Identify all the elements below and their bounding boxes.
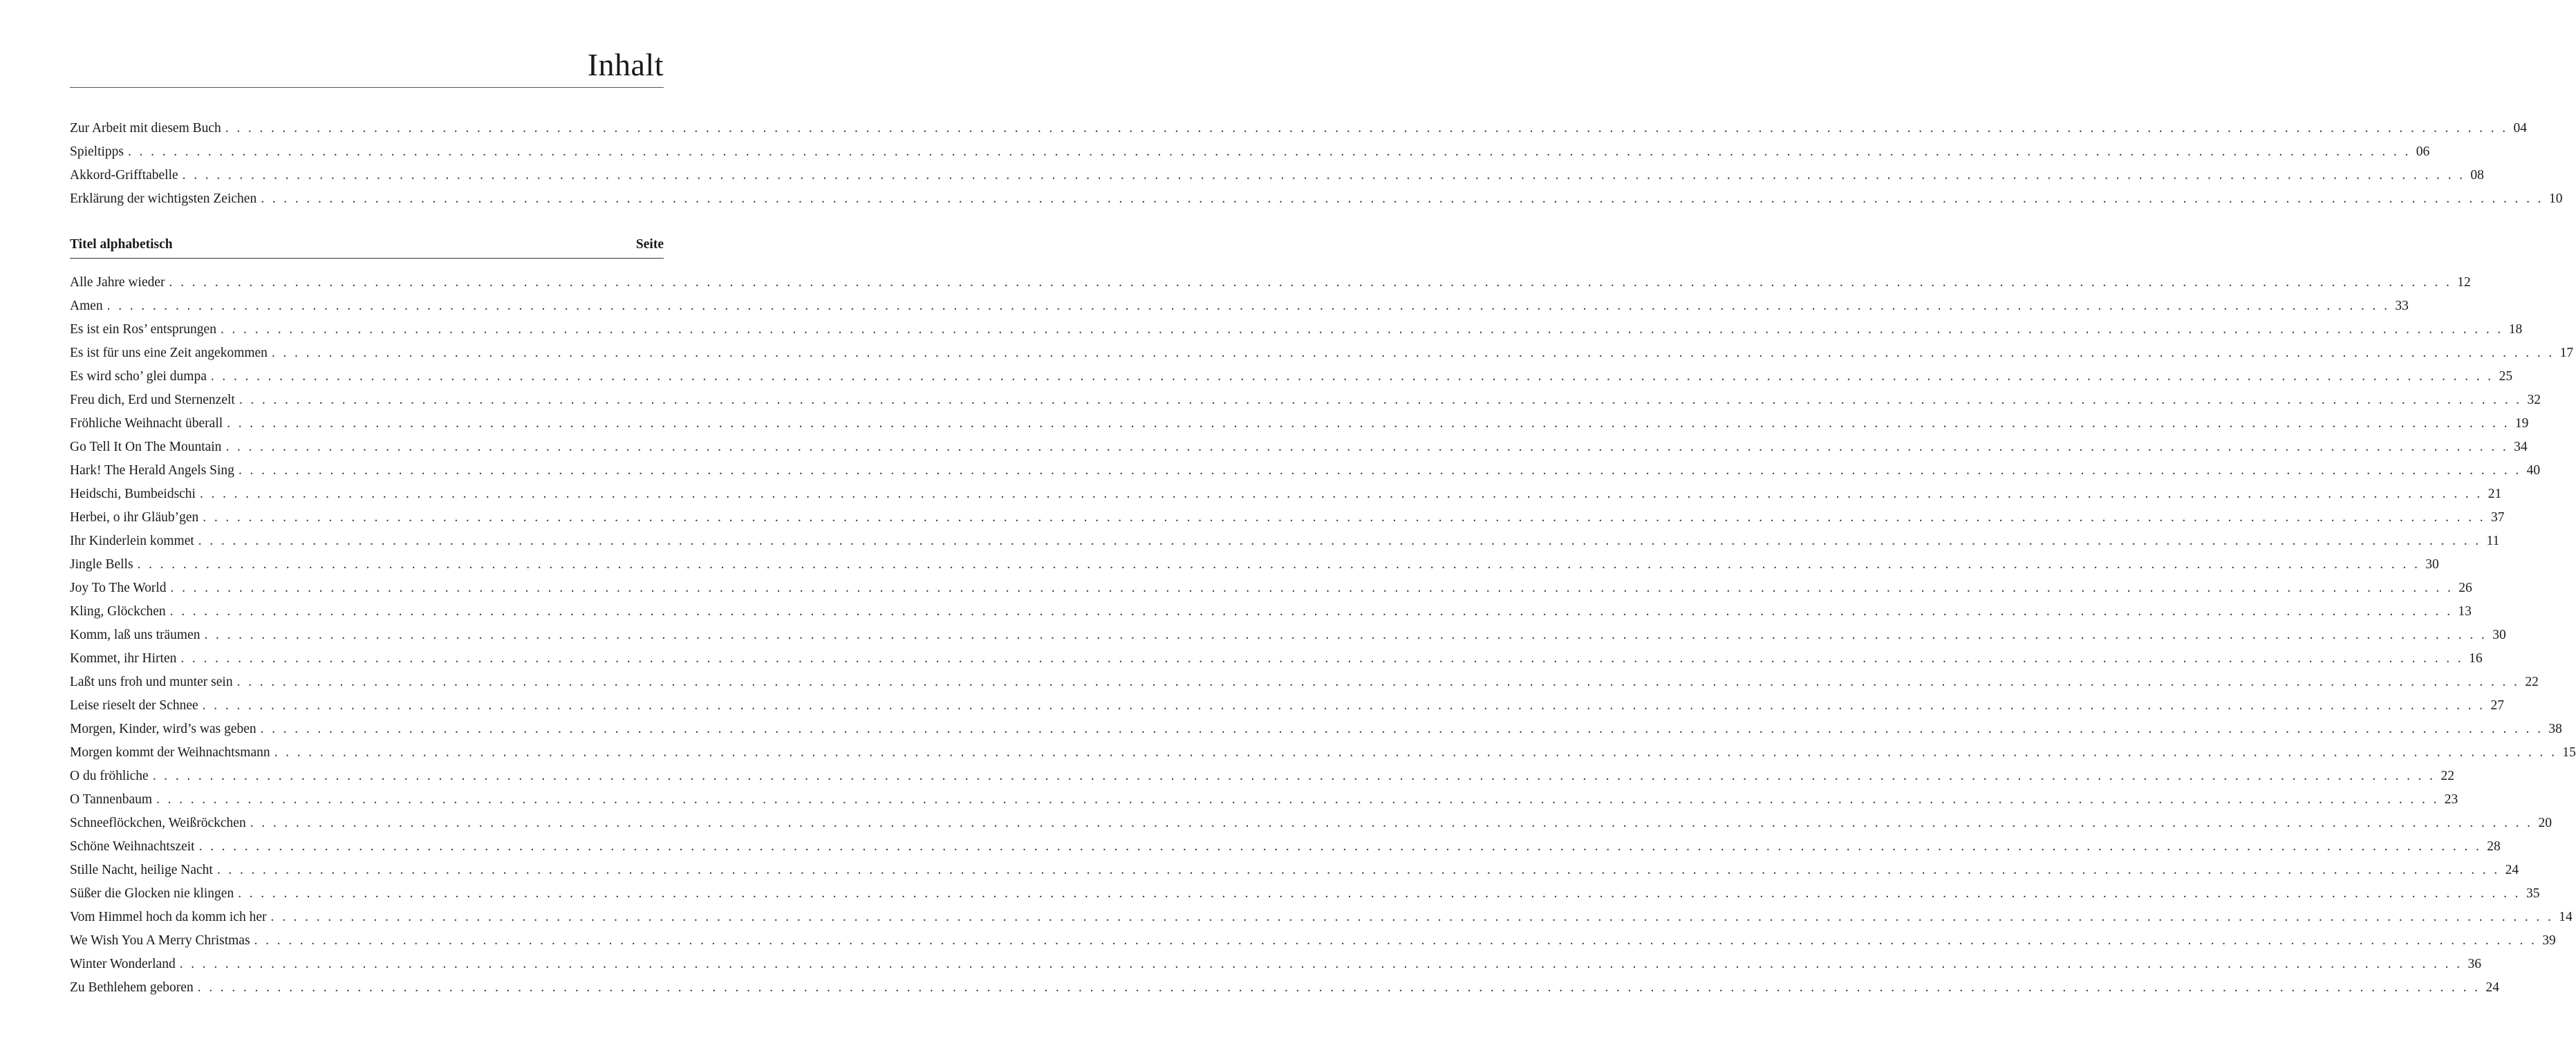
entry-title: Morgen kommt der Weihnachtsmann (70, 745, 270, 760)
dot-leader: . . . . . . . . . . . . . . . . . . . . . . . . . . . . . . . . . . . . . . . . . . . . . . . . . . . . . . . . . . . . . . . . . . . . . . . . . . . . . . . . . . . . . . . . . . . . . . . . . . . . . . . . . . . . . . . . . . . . . . . . . . . . . . . . . . . . . . . . . . . . . . . . . . . . . . . . . . . . . . . . . . . . . . . . . . . . . . . . . . . . . . . . . . . . . . . . . . . . . . . . (106, 299, 2390, 313)
song-entry-row[interactable] (70, 436, 2528, 459)
dot-leader: . . . . . . . . . . . . . . . . . . . . . . . . . . . . . . . . . . . . . . . . . . . . . . . . . . . . . . . . . . . . . . . . . . . . . . . . . . . . . . . . . . . . . . . . . . . . . . . . . . . . . . . . . . . . . . . . . . . . . . . . . . . . . . . . . . . . . . . . . . . . . . . . . . . . . . . . . . . . . . . . . . . . . . . . . . . . . . . . . . . . . . . . . . . . . . . . . . . . . . . . (198, 534, 2481, 548)
entry-title: Kling, Glöckchen (70, 604, 166, 619)
intro-entries-list (70, 117, 2563, 211)
dot-leader: . . . . . . . . . . . . . . . . . . . . . . . . . . . . . . . . . . . . . . . . . . . . . . . . . . . . . . . . . . . . . . . . . . . . . . . . . . . . . . . . . . . . . . . . . . . . . . . . . . . . . . . . . . . . . . . . . . . . . . . . . . . . . . . . . . . . . . . . . . . . . . . . . . . . . . . . . . . . . . . . . . . . . . . . . . . . . . . . . . . . . . . . . . . . . . . . . . . . . . . . (271, 346, 2555, 360)
dot-leader: . . . . . . . . . . . . . . . . . . . . . . . . . . . . . . . . . . . . . . . . . . . . . . . . . . . . . . . . . . . . . . . . . . . . . . . . . . . . . . . . . . . . . . . . . . . . . . . . . . . . . . . . . . . . . . . . . . . . . . . . . . . . . . . . . . . . . . . . . . . . . . . . . . . . . . . . . . . . . . . . . . . . . . . . . . . . . . . . . . . . . . . . . . . . . . . . . . . . . . . . (238, 463, 2521, 478)
page-column-heading: Seite (635, 237, 664, 252)
entry-title: Hark! The Herald Angels Sing (70, 463, 234, 478)
entry-page-number: 26 (2458, 581, 2472, 595)
dot-leader: . . . . . . . . . . . . . . . . . . . . . . . . . . . . . . . . . . . . . . . . . . . . . . . . . . . . . . . . . . . . . . . . . . . . . . . . . . . . . . . . . . . . . . . . . . . . . . . . . . . . . . . . . . . . . . . . . . . . . . . . . . . . . . . . . . . . . . . . . . . . . . . . . . . . . . . . . . . . . . . . . . . . . . . . . . . . . . . . . . . . . . . . . . . . . . . . . . . . . . . . (152, 769, 2436, 783)
entry-title: Herbei, o ihr Gläub’gen (70, 510, 199, 525)
song-entry-row[interactable] (70, 671, 2539, 694)
songs-list (70, 271, 2576, 1000)
dot-leader: . . . . . . . . . . . . . . . . . . . . . . . . . . . . . . . . . . . . . . . . . . . . . . . . . . . . . . . . . . . . . . . . . . . . . . . . . . . . . . . . . . . . . . . . . . . . . . . . . . . . . . . . . . . . . . . . . . . . . . . . . . . . . . . . . . . . . . . . . . . . . . . . . . . . . . . . . . . . . . . . . . . . . . . . . . . . . . . . . . . . . . . . . . . . . . . . . . . . . . . . (180, 651, 2464, 666)
entry-page-number: 21 (2488, 487, 2502, 501)
song-entry-row[interactable] (70, 624, 2506, 647)
entry-page-number: 16 (2469, 651, 2483, 666)
entry-page-number: 14 (2559, 910, 2573, 924)
entry-title: Heidschi, Bumbeidschi (70, 487, 196, 501)
song-entry-row[interactable] (70, 976, 2499, 1000)
dot-leader: . . . . . . . . . . . . . . . . . . . . . . . . . . . . . . . . . . . . . . . . . . . . . . . . . . . . . . . . . . . . . . . . . . . . . . . . . . . . . . . . . . . . . . . . . . . . . . . . . . . . . . . . . . . . . . . . . . . . . . . . . . . . . . . . . . . . . . . . . . . . . . . . . . . . . . . . . . . . . . . . . . . . . . . . . . . . . . . . . . . . . . . . . . . . . . . . . . . . . . . . (210, 369, 2494, 384)
dot-leader: . . . . . . . . . . . . . . . . . . . . . . . . . . . . . . . . . . . . . . . . . . . . . . . . . . . . . . . . . . . . . . . . . . . . . . . . . . . . . . . . . . . . . . . . . . . . . . . . . . . . . . . . . . . . . . . . . . . . . . . . . . . . . . . . . . . . . . . . . . . . . . . . . . . . . . . . . . . . . . . . . . . . . . . . . . . . . . . . . . . . . . . . . . . . . . . . . . . . . . . . (170, 581, 2454, 595)
dot-leader: . . . . . . . . . . . . . . . . . . . . . . . . . . . . . . . . . . . . . . . . . . . . . . . . . . . . . . . . . . . . . . . . . . . . . . . . . . . . . . . . . . . . . . . . . . . . . . . . . . . . . . . . . . . . . . . . . . . . . . . . . . . . . . . . . . . . . . . . . . . . . . . . . . . . . . . . . . . . . . . . . . . . . . . . . . . . . . . . . . . . . . . . . . . . . . . . . . . . . . . . (169, 275, 2452, 290)
dot-leader: . . . . . . . . . . . . . . . . . . . . . . . . . . . . . . . . . . . . . . . . . . . . . . . . . . . . . . . . . . . . . . . . . . . . . . . . . . . . . . . . . . . . . . . . . . . . . . . . . . . . . . . . . . . . . . . . . . . . . . . . . . . . . . . . . . . . . . . . . . . . . . . . . . . . . . . . . . . . . . . . . . . . . . . . . . . . . . . . . . . . . . . . . . . . . . . . . . . . . . . . (203, 510, 2486, 525)
dot-leader: . . . . . . . . . . . . . . . . . . . . . . . . . . . . . . . . . . . . . . . . . . . . . . . . . . . . . . . . . . . . . . . . . . . . . . . . . . . . . . . . . . . . . . . . . . . . . . . . . . . . . . . . . . . . . . . . . . . . . . . . . . . . . . . . . . . . . . . . . . . . . . . . . . . . . . . . . . . . . . . . . . . . . . . . . . . . . . . . . . . . . . . . . . . . . . . . . . . . . . . . (260, 722, 2544, 736)
entry-page-number: 15 (2562, 745, 2576, 760)
section-divider (70, 258, 664, 259)
entry-page-number: 27 (2490, 698, 2504, 713)
song-entry-row[interactable] (70, 483, 2502, 506)
song-entry-row[interactable] (70, 530, 2500, 553)
entry-page-number: 12 (2457, 275, 2471, 290)
entry-title: Freu dich, Erd und Sternenzelt (70, 393, 235, 407)
entry-title: Joy To The World (70, 581, 167, 595)
entry-title: Spieltipps (70, 144, 124, 159)
song-entry-row[interactable] (70, 741, 2576, 765)
intro-entry-row[interactable] (70, 187, 2563, 211)
entry-title: Schneeflöckchen, Weißröckchen (70, 816, 246, 830)
dot-leader: . . . . . . . . . . . . . . . . . . . . . . . . . . . . . . . . . . . . . . . . . . . . . . . . . . . . . . . . . . . . . . . . . . . . . . . . . . . . . . . . . . . . . . . . . . . . . . . . . . . . . . . . . . . . . . . . . . . . . . . . . . . . . . . . . . . . . . . . . . . . . . . . . . . . . . . . . . . . . . . . . . . . . . . . . . . . . . . . . . . . . . . . . . . . . . . . . . . . . . . . (197, 980, 2481, 995)
dot-leader: . . . . . . . . . . . . . . . . . . . . . . . . . . . . . . . . . . . . . . . . . . . . . . . . . . . . . . . . . . . . . . . . . . . . . . . . . . . . . . . . . . . . . . . . . . . . . . . . . . . . . . . . . . . . . . . . . . . . . . . . . . . . . . . . . . . . . . . . . . . . . . . . . . . . . . . . . . . . . . . . . . . . . . . . . . . . . . . . . . . . . . . . . . . . . . . . . . . . . . . . (239, 393, 2522, 407)
entry-title: Erklärung der wichtigsten Zeichen (70, 191, 257, 206)
section-heading: Titel alphabetisch (70, 237, 173, 252)
song-entry-row[interactable] (70, 694, 2504, 718)
entry-page-number: 24 (2505, 863, 2519, 877)
song-entry-row[interactable] (70, 765, 2454, 788)
song-entry-row[interactable] (70, 882, 2540, 906)
entry-page-number: 23 (2444, 792, 2458, 807)
entry-page-number: 34 (2514, 440, 2528, 454)
dot-leader: . . . . . . . . . . . . . . . . . . . . . . . . . . . . . . . . . . . . . . . . . . . . . . . . . . . . . . . . . . . . . . . . . . . . . . . . . . . . . . . . . . . . . . . . . . . . . . . . . . . . . . . . . . . . . . . . . . . . . . . . . . . . . . . . . . . . . . . . . . . . . . . . . . . . . . . . . . . . . . . . . . . . . . . . . . . . . . . . . . . . . . . . . . . . . . . . . . . . . . . . (274, 745, 2557, 760)
dot-leader: . . . . . . . . . . . . . . . . . . . . . . . . . . . . . . . . . . . . . . . . . . . . . . . . . . . . . . . . . . . . . . . . . . . . . . . . . . . . . . . . . . . . . . . . . . . . . . . . . . . . . . . . . . . . . . . . . . . . . . . . . . . . . . . . . . . . . . . . . . . . . . . . . . . . . . . . . . . . . . . . . . . . . . . . . . . . . . . . . . . . . . . . . . . . . . . . . . . . . . . . (220, 322, 2503, 337)
song-entry-row[interactable] (70, 859, 2519, 882)
entry-page-number: 22 (2525, 675, 2539, 689)
dot-leader: . . . . . . . . . . . . . . . . . . . . . . . . . . . . . . . . . . . . . . . . . . . . . . . . . . . . . . . . . . . . . . . . . . . . . . . . . . . . . . . . . . . . . . . . . . . . . . . . . . . . . . . . . . . . . . . . . . . . . . . . . . . . . . . . . . . . . . . . . . . . . . . . . . . . . . . . . . . . . . . . . . . . . . . . . . . . . . . . . . . . . . . . . . . . . . . . . . . . . . . . (182, 168, 2465, 183)
page-title: Inhalt (587, 47, 664, 82)
song-entry-row[interactable] (70, 600, 2472, 624)
entry-page-number: 33 (2395, 299, 2409, 313)
dot-leader: . . . . . . . . . . . . . . . . . . . . . . . . . . . . . . . . . . . . . . . . . . . . . . . . . . . . . . . . . . . . . . . . . . . . . . . . . . . . . . . . . . . . . . . . . . . . . . . . . . . . . . . . . . . . . . . . . . . . . . . . . . . . . . . . . . . . . . . . . . . . . . . . . . . . . . . . . . . . . . . . . . . . . . . . . . . . . . . . . . . . . . . . . . . . . . . . . . . . . . . . (128, 144, 2411, 159)
song-entry-row[interactable] (70, 812, 2552, 835)
entry-page-number: 40 (2526, 463, 2541, 478)
entry-title: Zu Bethlehem geboren (70, 980, 194, 995)
dot-leader: . . . . . . . . . . . . . . . . . . . . . . . . . . . . . . . . . . . . . . . . . . . . . . . . . . . . . . . . . . . . . . . . . . . . . . . . . . . . . . . . . . . . . . . . . . . . . . . . . . . . . . . . . . . . . . . . . . . . . . . . . . . . . . . . . . . . . . . . . . . . . . . . . . . . . . . . . . . . . . . . . . . . . . . . . . . . . . . . . . . . . . . . . . . . . . . . . . . . . . . . (227, 416, 2510, 431)
song-entry-row[interactable] (70, 835, 2501, 859)
section-header (70, 234, 664, 255)
entry-page-number: 38 (2548, 722, 2562, 736)
dot-leader: . . . . . . . . . . . . . . . . . . . . . . . . . . . . . . . . . . . . . . . . . . . . . . . . . . . . . . . . . . . . . . . . . . . . . . . . . . . . . . . . . . . . . . . . . . . . . . . . . . . . . . . . . . . . . . . . . . . . . . . . . . . . . . . . . . . . . . . . . . . . . . . . . . . . . . . . . . . . . . . . . . . . . . . . . . . . . . . . . . . . . . . . . . . . . . . . . . . . . . . . (236, 675, 2520, 689)
entry-page-number: 30 (2425, 557, 2439, 572)
entry-page-number: 36 (2467, 957, 2481, 971)
dot-leader: . . . . . . . . . . . . . . . . . . . . . . . . . . . . . . . . . . . . . . . . . . . . . . . . . . . . . . . . . . . . . . . . . . . . . . . . . . . . . . . . . . . . . . . . . . . . . . . . . . . . . . . . . . . . . . . . . . . . . . . . . . . . . . . . . . . . . . . . . . . . . . . . . . . . . . . . . . . . . . . . . . . . . . . . . . . . . . . . . . . . . . . . . . . . . . . . . . . . . . . . (250, 816, 2533, 830)
dot-leader: . . . . . . . . . . . . . . . . . . . . . . . . . . . . . . . . . . . . . . . . . . . . . . . . . . . . . . . . . . . . . . . . . . . . . . . . . . . . . . . . . . . . . . . . . . . . . . . . . . . . . . . . . . . . . . . . . . . . . . . . . . . . . . . . . . . . . . . . . . . . . . . . . . . . . . . . . . . . . . . . . . . . . . . . . . . . . . . . . . . . . . . . . . . . . . . . . . . . . . . . (199, 487, 2483, 501)
entry-page-number: 06 (2416, 144, 2430, 159)
song-entry-row[interactable] (70, 718, 2562, 741)
entry-title: We Wish You A Merry Christmas (70, 933, 250, 948)
entry-page-number: 11 (2486, 534, 2500, 548)
intro-entry-row[interactable] (70, 140, 2430, 164)
song-entry-row[interactable] (70, 365, 2513, 389)
entry-title: Kommet, ihr Hirten (70, 651, 177, 666)
song-entry-row[interactable] (70, 953, 2481, 976)
song-entry-row[interactable] (70, 459, 2541, 483)
song-entry-row[interactable] (70, 342, 2574, 365)
song-entry-row[interactable] (70, 647, 2483, 671)
entry-page-number: 08 (2470, 168, 2484, 183)
entry-page-number: 18 (2508, 322, 2523, 337)
entry-page-number: 37 (2491, 510, 2505, 525)
entry-title: Akkord-Grifftabelle (70, 168, 178, 183)
dot-leader: . . . . . . . . . . . . . . . . . . . . . . . . . . . . . . . . . . . . . . . . . . . . . . . . . . . . . . . . . . . . . . . . . . . . . . . . . . . . . . . . . . . . . . . . . . . . . . . . . . . . . . . . . . . . . . . . . . . . . . . . . . . . . . . . . . . . . . . . . . . . . . . . . . . . . . . . . . . . . . . . . . . . . . . . . . . . . . . . . . . . . . . . . . . . . . . . . . . . . . . . (254, 933, 2537, 948)
dot-leader: . . . . . . . . . . . . . . . . . . . . . . . . . . . . . . . . . . . . . . . . . . . . . . . . . . . . . . . . . . . . . . . . . . . . . . . . . . . . . . . . . . . . . . . . . . . . . . . . . . . . . . . . . . . . . . . . . . . . . . . . . . . . . . . . . . . . . . . . . . . . . . . . . . . . . . . . . . . . . . . . . . . . . . . . . . . . . . . . . . . . . . . . . . . . . . . . . . . . . . . . (169, 604, 2453, 619)
entry-page-number: 25 (2499, 369, 2513, 384)
entry-title: Zur Arbeit mit diesem Buch (70, 121, 221, 136)
intro-entry-row[interactable] (70, 164, 2484, 187)
dot-leader: . . . . . . . . . . . . . . . . . . . . . . . . . . . . . . . . . . . . . . . . . . . . . . . . . . . . . . . . . . . . . . . . . . . . . . . . . . . . . . . . . . . . . . . . . . . . . . . . . . . . . . . . . . . . . . . . . . . . . . . . . . . . . . . . . . . . . . . . . . . . . . . . . . . . . . . . . . . . . . . . . . . . . . . . . . . . . . . . . . . . . . . . . . . . . . . . . . . . . . . . (204, 628, 2488, 642)
song-entry-row[interactable] (70, 271, 2471, 295)
entry-title: Amen (70, 299, 103, 313)
entry-page-number: 19 (2514, 416, 2529, 431)
dot-leader: . . . . . . . . . . . . . . . . . . . . . . . . . . . . . . . . . . . . . . . . . . . . . . . . . . . . . . . . . . . . . . . . . . . . . . . . . . . . . . . . . . . . . . . . . . . . . . . . . . . . . . . . . . . . . . . . . . . . . . . . . . . . . . . . . . . . . . . . . . . . . . . . . . . . . . . . . . . . . . . . . . . . . . . . . . . . . . . . . . . . . . . . . . . . . . . . . . . . . . . . (261, 191, 2544, 206)
entry-title: Es ist ein Ros’ entsprungen (70, 322, 216, 337)
entry-title: Leise rieselt der Schnee (70, 698, 198, 713)
dot-leader: . . . . . . . . . . . . . . . . . . . . . . . . . . . . . . . . . . . . . . . . . . . . . . . . . . . . . . . . . . . . . . . . . . . . . . . . . . . . . . . . . . . . . . . . . . . . . . . . . . . . . . . . . . . . . . . . . . . . . . . . . . . . . . . . . . . . . . . . . . . . . . . . . . . . . . . . . . . . . . . . . . . . . . . . . . . . . . . . . . . . . . . . . . . . . . . . . . . . . . . . (198, 839, 2482, 854)
entry-page-number: 17 (2559, 346, 2574, 360)
entry-title: Stille Nacht, heilige Nacht (70, 863, 213, 877)
dot-leader: . . . . . . . . . . . . . . . . . . . . . . . . . . . . . . . . . . . . . . . . . . . . . . . . . . . . . . . . . . . . . . . . . . . . . . . . . . . . . . . . . . . . . . . . . . . . . . . . . . . . . . . . . . . . . . . . . . . . . . . . . . . . . . . . . . . . . . . . . . . . . . . . . . . . . . . . . . . . . . . . . . . . . . . . . . . . . . . . . . . . . . . . . . . . . . . . . . . . . . . . (270, 910, 2554, 924)
song-entry-row[interactable] (70, 389, 2541, 412)
song-entry-row[interactable] (70, 318, 2523, 342)
entry-title: Alle Jahre wieder (70, 275, 165, 290)
song-entry-row[interactable] (70, 577, 2472, 600)
entry-page-number: 13 (2458, 604, 2472, 619)
entry-title: Laßt uns froh und munter sein (70, 675, 233, 689)
entry-title: Es ist für uns eine Zeit angekommen (70, 346, 268, 360)
entry-title: Süßer die Glocken nie klingen (70, 886, 234, 901)
dot-leader: . . . . . . . . . . . . . . . . . . . . . . . . . . . . . . . . . . . . . . . . . . . . . . . . . . . . . . . . . . . . . . . . . . . . . . . . . . . . . . . . . . . . . . . . . . . . . . . . . . . . . . . . . . . . . . . . . . . . . . . . . . . . . . . . . . . . . . . . . . . . . . . . . . . . . . . . . . . . . . . . . . . . . . . . . . . . . . . . . . . . . . . . . . . . . . . . . . . . . . . . (137, 557, 2420, 572)
dot-leader: . . . . . . . . . . . . . . . . . . . . . . . . . . . . . . . . . . . . . . . . . . . . . . . . . . . . . . . . . . . . . . . . . . . . . . . . . . . . . . . . . . . . . . . . . . . . . . . . . . . . . . . . . . . . . . . . . . . . . . . . . . . . . . . . . . . . . . . . . . . . . . . . . . . . . . . . . . . . . . . . . . . . . . . . . . . . . . . . . . . . . . . . . . . . . . . . . . . . . . . . (216, 863, 2500, 877)
entry-title: Komm, laß uns träumen (70, 628, 200, 642)
entry-page-number: 04 (2513, 121, 2528, 136)
entry-page-number: 32 (2527, 393, 2541, 407)
entry-page-number: 28 (2487, 839, 2501, 854)
entry-page-number: 10 (2548, 191, 2563, 206)
entry-title: Vom Himmel hoch da komm ich her (70, 910, 267, 924)
entry-title: Ihr Kinderlein kommet (70, 534, 194, 548)
song-entry-row[interactable] (70, 906, 2573, 929)
entry-title: O Tannenbaum (70, 792, 153, 807)
entry-page-number: 35 (2526, 886, 2540, 901)
entry-title: Es wird scho’ glei dumpa (70, 369, 207, 384)
entry-page-number: 22 (2440, 769, 2454, 783)
dot-leader: . . . . . . . . . . . . . . . . . . . . . . . . . . . . . . . . . . . . . . . . . . . . . . . . . . . . . . . . . . . . . . . . . . . . . . . . . . . . . . . . . . . . . . . . . . . . . . . . . . . . . . . . . . . . . . . . . . . . . . . . . . . . . . . . . . . . . . . . . . . . . . . . . . . . . . . . . . . . . . . . . . . . . . . . . . . . . . . . . . . . . . . . . . . . . . . . . . . . . . . . (179, 957, 2463, 971)
title-divider (70, 87, 664, 88)
song-entry-row[interactable] (70, 553, 2439, 577)
song-entry-row[interactable] (70, 929, 2556, 953)
dot-leader: . . . . . . . . . . . . . . . . . . . . . . . . . . . . . . . . . . . . . . . . . . . . . . . . . . . . . . . . . . . . . . . . . . . . . . . . . . . . . . . . . . . . . . . . . . . . . . . . . . . . . . . . . . . . . . . . . . . . . . . . . . . . . . . . . . . . . . . . . . . . . . . . . . . . . . . . . . . . . . . . . . . . . . . . . . . . . . . . . . . . . . . . . . . . . . . . . . . . . . . . (156, 792, 2439, 807)
song-entry-row[interactable] (70, 506, 2505, 530)
dot-leader: . . . . . . . . . . . . . . . . . . . . . . . . . . . . . . . . . . . . . . . . . . . . . . . . . . . . . . . . . . . . . . . . . . . . . . . . . . . . . . . . . . . . . . . . . . . . . . . . . . . . . . . . . . . . . . . . . . . . . . . . . . . . . . . . . . . . . . . . . . . . . . . . . . . . . . . . . . . . . . . . . . . . . . . . . . . . . . . . . . . . . . . . . . . . . . . . . . . . . . . . (202, 698, 2485, 713)
entry-title: Go Tell It On The Mountain (70, 440, 222, 454)
entry-page-number: 20 (2538, 816, 2552, 830)
entry-title: Winter Wonderland (70, 957, 176, 971)
song-entry-row[interactable] (70, 412, 2529, 436)
entry-title: Jingle Bells (70, 557, 133, 572)
entry-title: Morgen, Kinder, wird’s was geben (70, 722, 256, 736)
entry-page-number: 30 (2492, 628, 2506, 642)
entry-page-number: 39 (2542, 933, 2556, 948)
song-entry-row[interactable] (70, 295, 2409, 318)
intro-entry-row[interactable] (70, 117, 2528, 140)
dot-leader: . . . . . . . . . . . . . . . . . . . . . . . . . . . . . . . . . . . . . . . . . . . . . . . . . . . . . . . . . . . . . . . . . . . . . . . . . . . . . . . . . . . . . . . . . . . . . . . . . . . . . . . . . . . . . . . . . . . . . . . . . . . . . . . . . . . . . . . . . . . . . . . . . . . . . . . . . . . . . . . . . . . . . . . . . . . . . . . . . . . . . . . . . . . . . . . . . . . . . . . . (238, 886, 2521, 901)
dot-leader: . . . . . . . . . . . . . . . . . . . . . . . . . . . . . . . . . . . . . . . . . . . . . . . . . . . . . . . . . . . . . . . . . . . . . . . . . . . . . . . . . . . . . . . . . . . . . . . . . . . . . . . . . . . . . . . . . . . . . . . . . . . . . . . . . . . . . . . . . . . . . . . . . . . . . . . . . . . . . . . . . . . . . . . . . . . . . . . . . . . . . . . . . . . . . . . . . . . . . . . . (225, 440, 2509, 454)
entry-title: Fröhliche Weihnacht überall (70, 416, 223, 431)
dot-leader: . . . . . . . . . . . . . . . . . . . . . . . . . . . . . . . . . . . . . . . . . . . . . . . . . . . . . . . . . . . . . . . . . . . . . . . . . . . . . . . . . . . . . . . . . . . . . . . . . . . . . . . . . . . . . . . . . . . . . . . . . . . . . . . . . . . . . . . . . . . . . . . . . . . . . . . . . . . . . . . . . . . . . . . . . . . . . . . . . . . . . . . . . . . . . . . . . . . . . . . . (225, 121, 2508, 136)
song-entry-row[interactable] (70, 788, 2458, 812)
entry-title: O du fröhliche (70, 769, 149, 783)
entry-page-number: 24 (2485, 980, 2499, 995)
entry-title: Schöne Weihnachtszeit (70, 839, 195, 854)
